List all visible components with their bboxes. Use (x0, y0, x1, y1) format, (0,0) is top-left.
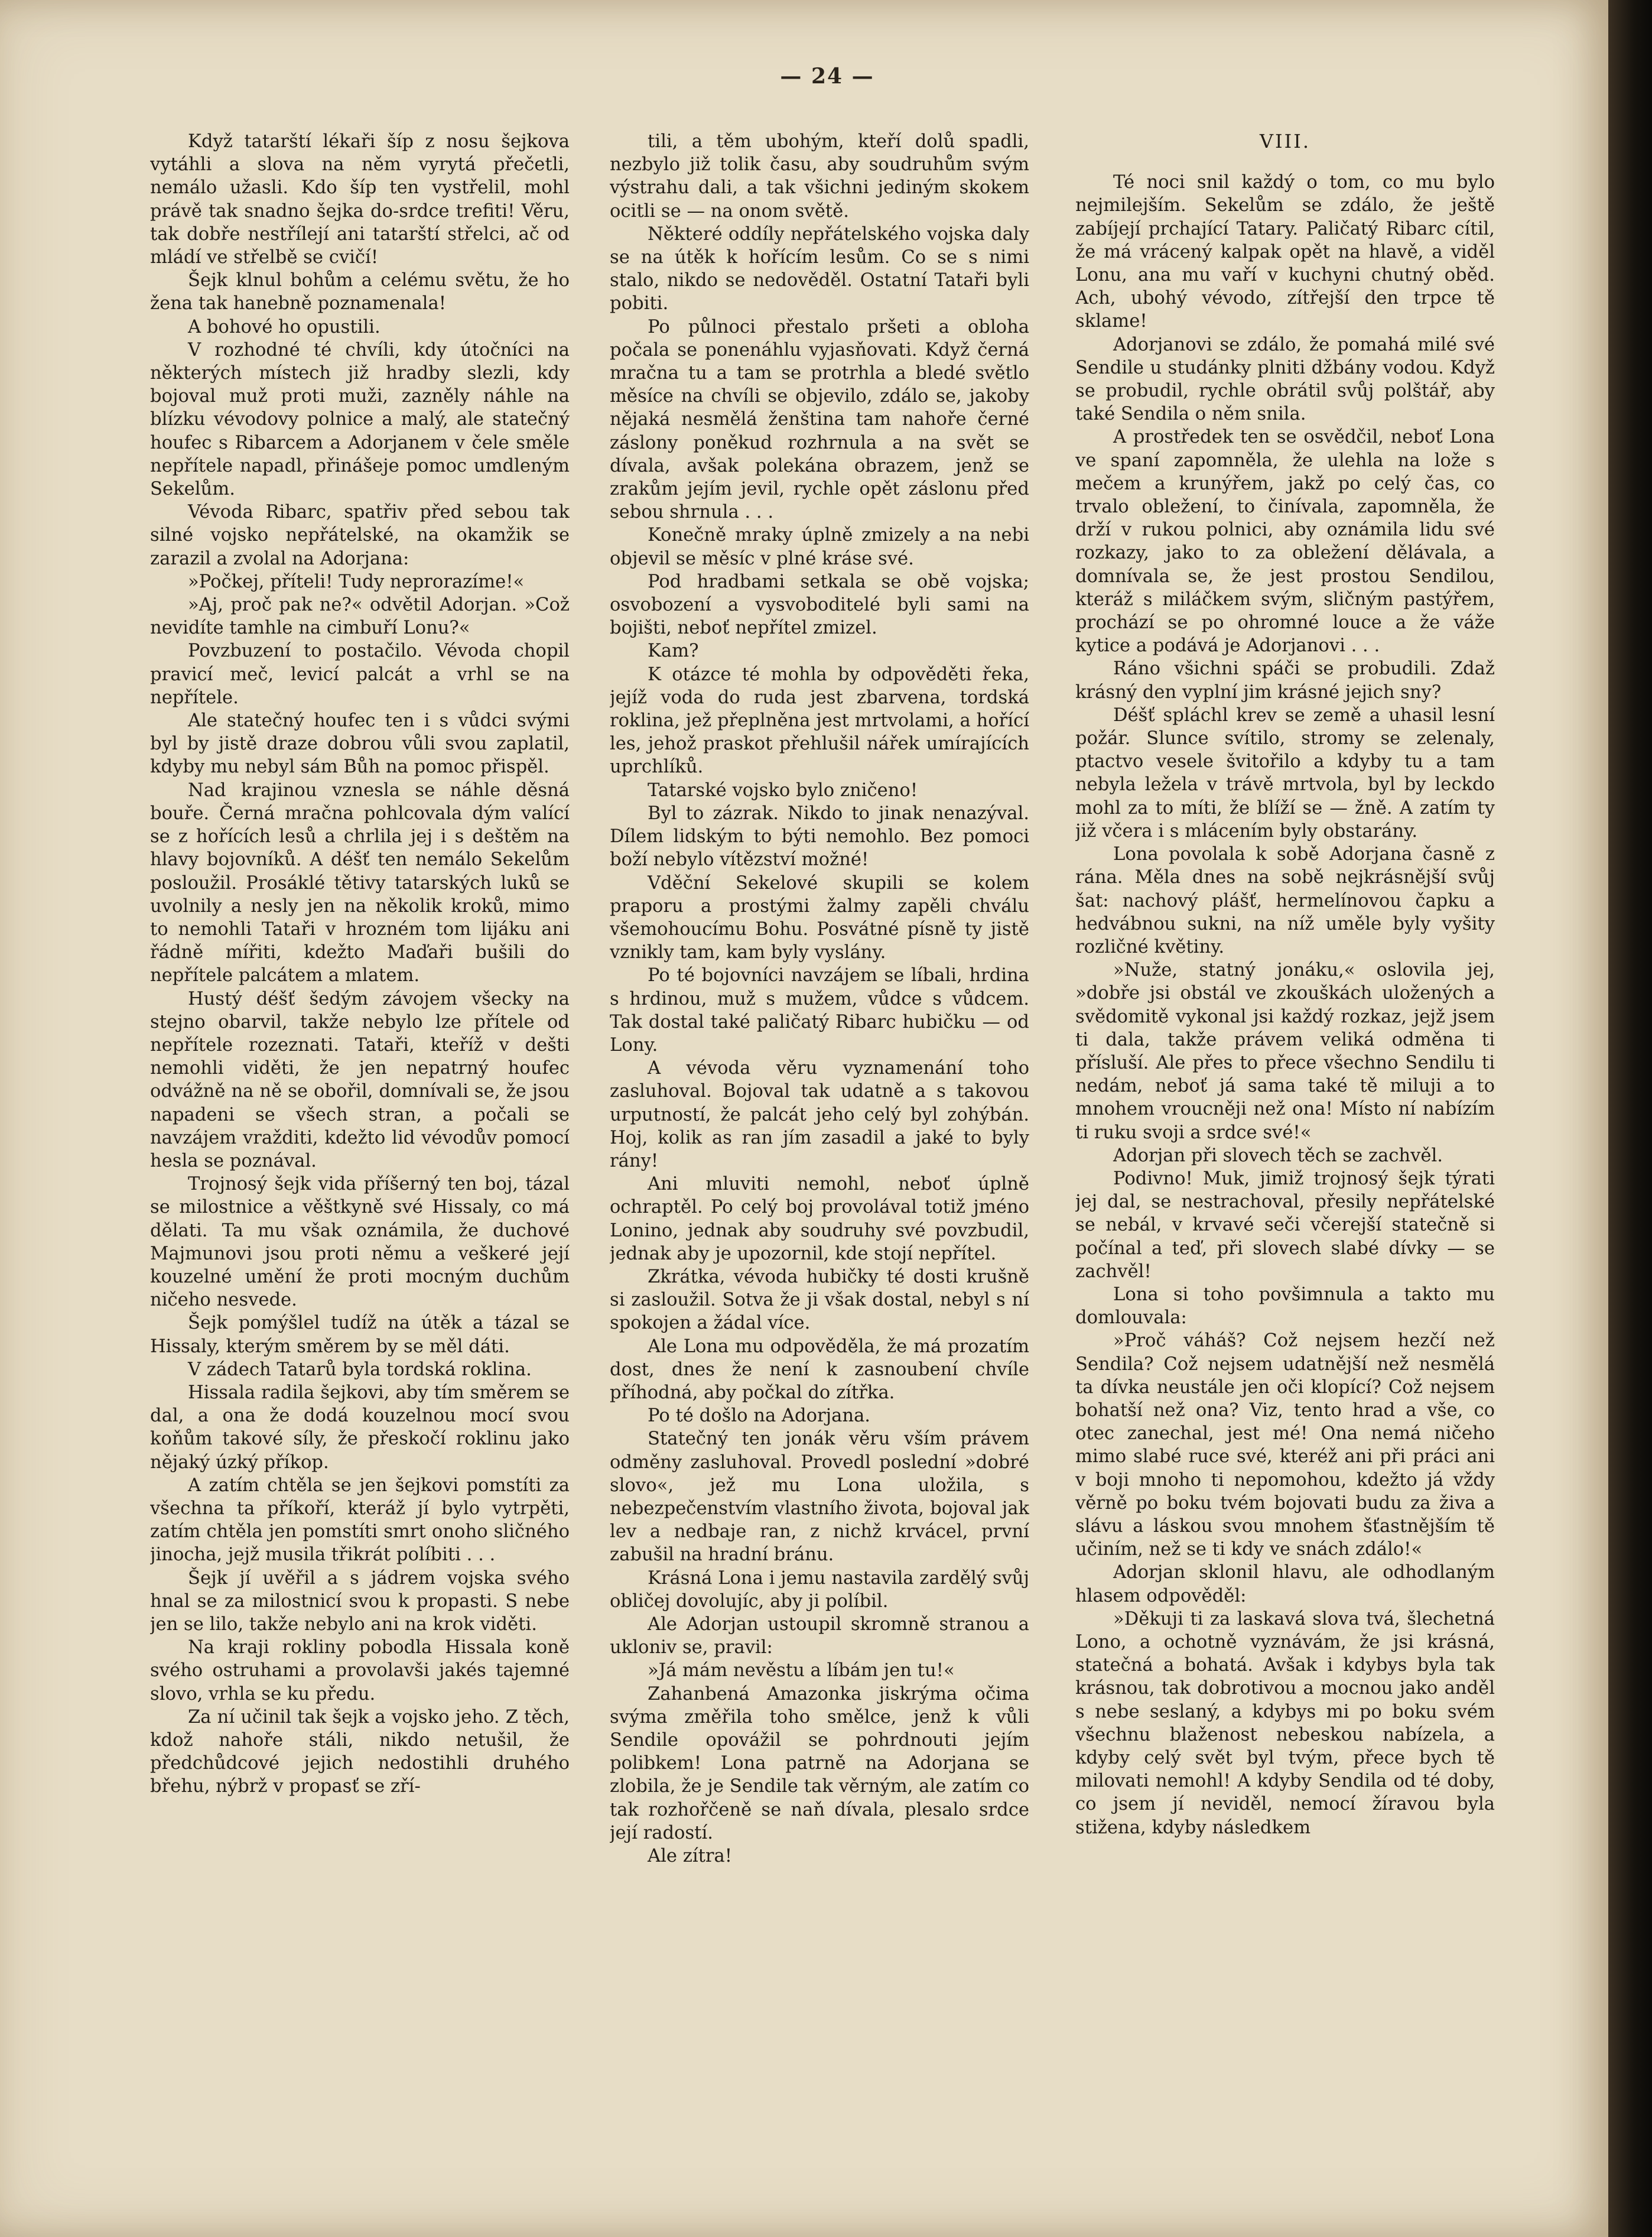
paragraph: »Aj, proč pak ne?« odvětil Adorjan. »Což nevidíte tamhle na cimbuří Lonu?« (150, 595, 570, 639)
text-column-right (1075, 130, 1495, 2169)
paragraph: Ale statečný houfec ten i s vůdci svými byl by jistě draze dobrou vůli svou zaplatil, kdyby mu nebyl sám Bůh na pomoc přispěl. (150, 710, 570, 778)
paragraph: Ale zítra! (648, 1846, 733, 1867)
paragraph: »Děkuji ti za laskavá slova tvá, šlechetná Lono, a ochotně vyznávám, že jsi krásná, statečná a bohatá. Avšak i kdybys byla tak krásnou, tak dobrotivou a mocnou jako anděl s nebe seslaný, a kdybys mi po boku svém všechnu blaženost nebeskou nabízela, a kdyby celý svět byl tvým, přece bych tě milovati nemohl! A kdyby Sendila od té doby, co jsem jí neviděl, nemocí žíravou byla stižena, kdyby následkem (1075, 1608, 1495, 1838)
paragraph: Některé oddíly nepřátelského vojska daly se na útěk k hořícím lesům. Co se s nimi stalo, nikdo se nedověděl. Ostatní Tataři byli pobiti. (610, 223, 1029, 314)
paragraph: Ale Adorjan ustoupil skromně stranou a ukloniv se, pravil: (610, 1614, 1029, 1658)
page-number: — 24 — (780, 64, 874, 89)
paragraph: »Já mám nevěstu a líbám jen tu!« (648, 1660, 955, 1681)
paragraph: Hissala radila šejkovi, aby tím směrem se dal, a ona že dodá kouzelnou mocí svou koňům takové síly, že přeskočí roklinu jako nějaký úzký příkop. (150, 1382, 570, 1473)
paragraph: Hustý déšť šedým závojem všecky na stejno obarvil, takže nebylo lze přítele od nepřítele rozeznati. Tataři, kteříž v dešti nemohli viděti, že jen nepatrný houfec odvážně na ně se obořil, domnívali se, že jsou napadeni se všech stran, a počali se navzájem vražditi, kdežto lid vévodův pomocí hesla se poznával. (150, 988, 570, 1171)
paragraph: Tatarské vojsko bylo zničeno! (648, 780, 918, 801)
paragraph: K otázce té mohla by odpověděti řeka, jejíž voda do ruda jest zbarvena, tordská roklina, jež přeplněna jest mrtvolami, a hořící les, jehož praskot přehlušil nářek umírajících uprchlíků. (610, 664, 1029, 778)
paragraph: »Proč váháš? Což nejsem hezčí než Sendila? Což nejsem udatnější než nesmělá ta dívka neustále jen oči klopící? Což nejsem bohatší než ona? Viz, tento hrad a vše, co otec zanechal, jest mé! Ona nemá ničeho mimo slabé ruce své, kteréž ani při práci ani v boji mnoho ti nepomohou, kdežto já vždy věrně po boku tvém bojovati budu za živa a slávu a láskou svou mnohem šťastnějším tě učiním, než se ti kdy ve snách zdálo!« (1075, 1330, 1495, 1560)
paragraph: Podivno! Muk, jimiž trojnosý šejk týrati jej dal, se nestrachoval, přesily nepřátelské se nebál, v krvavé seči včerejší statečně si počínal a teď, při slovech slabé dívky — se zachvěl! (1075, 1168, 1495, 1282)
paragraph: Krásná Lona i jemu nastavila zardělý svůj obličej dovolujíc, aby ji políbil. (610, 1567, 1029, 1612)
paragraph: Nad krajinou vznesla se náhle děsná bouře. Černá mračna pohlcovala dým valící se z hořících lesů a chrlila jej i s deštěm na hlavy bojovníků. A déšť ten nemálo Sekelům posloužil. Prosáklé tětivy tatarských luků se uvolnily a nesly jen na několik kroků, mimo to nemohli Tataři v hrozném tom lijáku ani řádně mířiti, kdežto Maďaři bušili do nepřítele palcátem a mlatem. (150, 780, 570, 986)
paragraph: Byl to zázrak. Nikdo to jinak nenazýval. Dílem lidským to býti nemohlo. Bez pomoci boží nebylo vítězství možné! (610, 803, 1029, 871)
paragraph: Té noci snil každý o tom, co mu bylo nejmilejším. Sekelům se zdálo, že ještě zabíjejí prchající Tatary. Paličatý Ribarc cítil, že má vrácený kalpak opět na hlavě, a viděl Lonu, ana mu vaří v kuchyni chutný oběd. Ach, ubohý vévodo, zítřejší den trpce tě sklame! (1075, 172, 1495, 332)
paragraph: Když tatarští lékaři šíp z nosu šejkova vytáhli a slova na něm vyrytá přečetli, nemálo užasli. Kdo šíp ten vystřelil, mohl právě tak snadno šejka do-srdce trefiti! Věru, tak dobře nestřílejí ani tatarští střelci, ač od mládí ve střelbě se cvičí! (150, 131, 570, 268)
scan-edge (1608, 0, 1652, 2237)
chapter-title: VIII. (1259, 130, 1311, 152)
text-column-middle (610, 130, 1029, 2169)
paragraph: Kam? (648, 641, 699, 662)
paragraph: Ani mluviti nemohl, neboť úplně ochraptěl. Po celý boj provolával totiž jméno Lonino, jednak aby soudruhy své povzbudil, jednak aby je upozornil, kde stojí nepřítel. (610, 1174, 1029, 1264)
paragraph: Lona povolala k sobě Adorjana časně z rána. Měla dnes na sobě nejkrásnější svůj šat: nachový plášť, hermelínovou čapku a hedvábnou sukni, na níž uměle byly vyšity rozličné květiny. (1075, 844, 1495, 957)
paragraph: Lona si toho povšimnula a takto mu domlouvala: (1075, 1284, 1495, 1329)
paragraph: Šejk pomýšlel tudíž na útěk a tázal se Hissaly, kterým směrem by se měl dáti. (150, 1313, 570, 1357)
paragraph: Šejk jí uvěřil a s jádrem vojska svého hnal se za milostnicí svou k propasti. S nebe jen se lilo, takže nebylo ani na krok viděti. (150, 1567, 570, 1635)
paragraph: Adorjan sklonil hlavu, ale odhodlaným hlasem odpověděl: (1075, 1562, 1495, 1606)
paragraph: Po půlnoci přestalo pršeti a obloha počala se ponenáhlu vyjasňovati. Když černá mračna tu a tam se protrhla a bledé světlo měsíce na chvíli se objevilo, zdálo se, jakoby nějaká nesmělá ženština tam nahoře černé záslony poněkud rozhrnula a na svět se dívala, avšak polekána obrazem, jenž se zrakům jejím jevil, rychle opět záslonu před sebou shrnula . . . (610, 316, 1029, 523)
paragraph: Šejk klnul bohům a celému světu, že ho žena tak hanebně poznamenala! (150, 270, 570, 314)
paragraph: Adorjanovi se zdálo, že pomahá milé své Sendile u studánky plniti džbány vodou. Když se probudil, rychle obrátil svůj polštář, aby také Sendila o něm snila. (1075, 334, 1495, 425)
paragraph: Konečně mraky úplně zmizely a na nebi objevil se měsíc v plné kráse své. (610, 525, 1029, 569)
paragraph: Zkrátka, vévoda hubičky té dosti krušně si zasloužil. Sotva že ji však dostal, nebyl s ní spokojen a žádal více. (610, 1266, 1029, 1334)
paragraph: Statečný ten jonák věru vším právem odměny zasluhoval. Provedl poslední »dobré slovo«, jež mu Lona uložila, s nebezpečenstvím vlastního života, bojoval jak lev a nedbaje ran, z nichž krvácel, první zabušil na hradní bránu. (610, 1428, 1029, 1566)
paragraph: Pod hradbami setkala se obě vojska; osvobození a vysvoboditelé byli sami na bojišti, neboť nepřítel zmizel. (610, 571, 1029, 639)
paragraph: V zádech Tatarů byla tordská roklina. (188, 1359, 532, 1380)
paragraph: »Počkej, příteli! Tudy neprorazíme!« (188, 571, 525, 592)
paragraph: A bohové ho opustili. (188, 316, 381, 337)
paragraph: Povzbuzení to postačilo. Vévoda chopil pravicí meč, levicí palcát a vrhl se na nepřítele. (150, 641, 570, 708)
paragraph: tili, a těm ubohým, kteří dolů spadli, nezbylo již tolik času, aby soudruhům svým výstrahu dali, a tak všichni jediným skokem ocitli se — na onom světě. (610, 131, 1029, 222)
paragraph: Za ní učinil tak šejk a vojsko jeho. Z těch, kdož nahoře stáli, nikdo netušil, že předchůdcové jejich nedostihli druhého břehu, nýbrž v propasť se zří- (150, 1706, 570, 1797)
paragraph: A prostředek ten se osvědčil, neboť Lona ve spaní zapomněla, že ulehla na lože s mečem a krunýřem, jakž po celý čas, co trvalo obležení, to činívala, zapomněla, že drží v rukou polnici, aby oznámila lidu své rozkazy, jako to za obležení dělávala, a domnívala se, že jest prostou Sendilou, kteráž s miláčkem svým, sličným pastýřem, prochází se po ohromné louce a že váže kytice a podává je Adorjanovi . . . (1075, 427, 1495, 657)
paragraph: Po té bojovníci navzájem se líbali, hrdina s hrdinou, muž s mužem, vůdce s vůdcem. Tak dostal také paličatý Ribarc hubičku — od Lony. (610, 965, 1029, 1056)
paragraph: A vévoda věru vyznamenání toho zasluhoval. Bojoval tak udatně a s takovou urputností, že palcát jeho celý byl zohýbán. Hoj, kolik as ran jím zasadil a jaké to byly rány! (610, 1058, 1029, 1171)
paragraph: Zahanbená Amazonka jiskrýma očima svýma změřila toho smělce, jenž k vůli Sendile opovážil se pohrdnouti jejím polibkem! Lona patrně na Adorjana se zlobila, že je Sendile tak věrným, ale zatím co tak rozhořčeně se naň dívala, plesalo srdce její radostí. (610, 1683, 1029, 1843)
paragraph: Ale Lona mu odpověděla, že má prozatím dost, dnes že není k zasnoubení chvíle příhodná, aby počkal do zítřka. (610, 1336, 1029, 1403)
text-column-left (150, 130, 570, 2169)
paragraph: Ráno všichni spáči se probudili. Zdaž krásný den vyplní jim krásné jejich sny? (1075, 658, 1495, 703)
paragraph: Vděční Sekelové skupili se kolem praporu a prostými žalmy zapěli chválu všemohoucímu Bohu. Posvátné písně ty jistě vznikly tam, kam byly vyslány. (610, 872, 1029, 963)
paragraph: Po té došlo na Adorjana. (648, 1405, 871, 1427)
paragraph: Déšť spláchl krev se země a uhasil lesní požár. Slunce svítilo, stromy se zelenaly, ptactvo vesele švitořilo a kdyby tu a tam nebyla ležela v trávě mrtvola, byl by leckdo mohl za to míti, že blíží se — žně. A zatím ty již včera i s mlácením byly obstarány. (1075, 704, 1495, 842)
paragraph: Na kraji rokliny pobodla Hissala koně svého ostruhami a provolavši jakés tajemné slovo, vrhla se ku předu. (150, 1637, 570, 1704)
paragraph: Adorjan při slovech těch se zachvěl. (1113, 1145, 1443, 1166)
paragraph: Trojnosý šejk vida příšerný ten boj, tázal se milostnice a věštkyně své Hissaly, co má dělati. Ta mu však oznámila, že duchové Majmunovi jsou proti němu a veškeré její kouzelné umění že proti mocným duchům ničeho nesvede. (150, 1174, 570, 1311)
paragraph: Vévoda Ribarc, spatřiv před sebou tak silné vojsko nepřátelské, na okamžik se zarazil a zvolal na Adorjana: (150, 502, 570, 569)
paragraph: A zatím chtěla se jen šejkovi pomstíti za všechna ta příkoří, kteráž jí bylo vytrpěti, zatím chtěla jen pomstíti smrt onoho sličného jinocha, jejž musila třikrát políbiti . . . (150, 1475, 570, 1566)
paragraph: V rozhodné té chvíli, kdy útočníci na některých místech již hradby slezli, kdy bojoval muž proti muži, zazněly náhle na blízku vévodovy polnice a malý, ale statečný houfec s Ribarcem a Adorjanem v čele směle nepřítele napadl, přinášeje pomoc umdleným Sekelům. (150, 339, 570, 500)
paragraph: »Nuže, statný jonáku,« oslovila jej, »dobře jsi obstál ve zkouškách uložených a svědomitě vykonal jsi každý rozkaz, jejž jsem ti dala, takže právem veliká odměna ti přísluší. Ale přes to přece všechno Sendilu ti nedám, neboť já sama také tě miluji a to mnohem vroucněji než ona! Místo ní nabízím ti ruku svoji a srdce své!« (1075, 960, 1495, 1143)
